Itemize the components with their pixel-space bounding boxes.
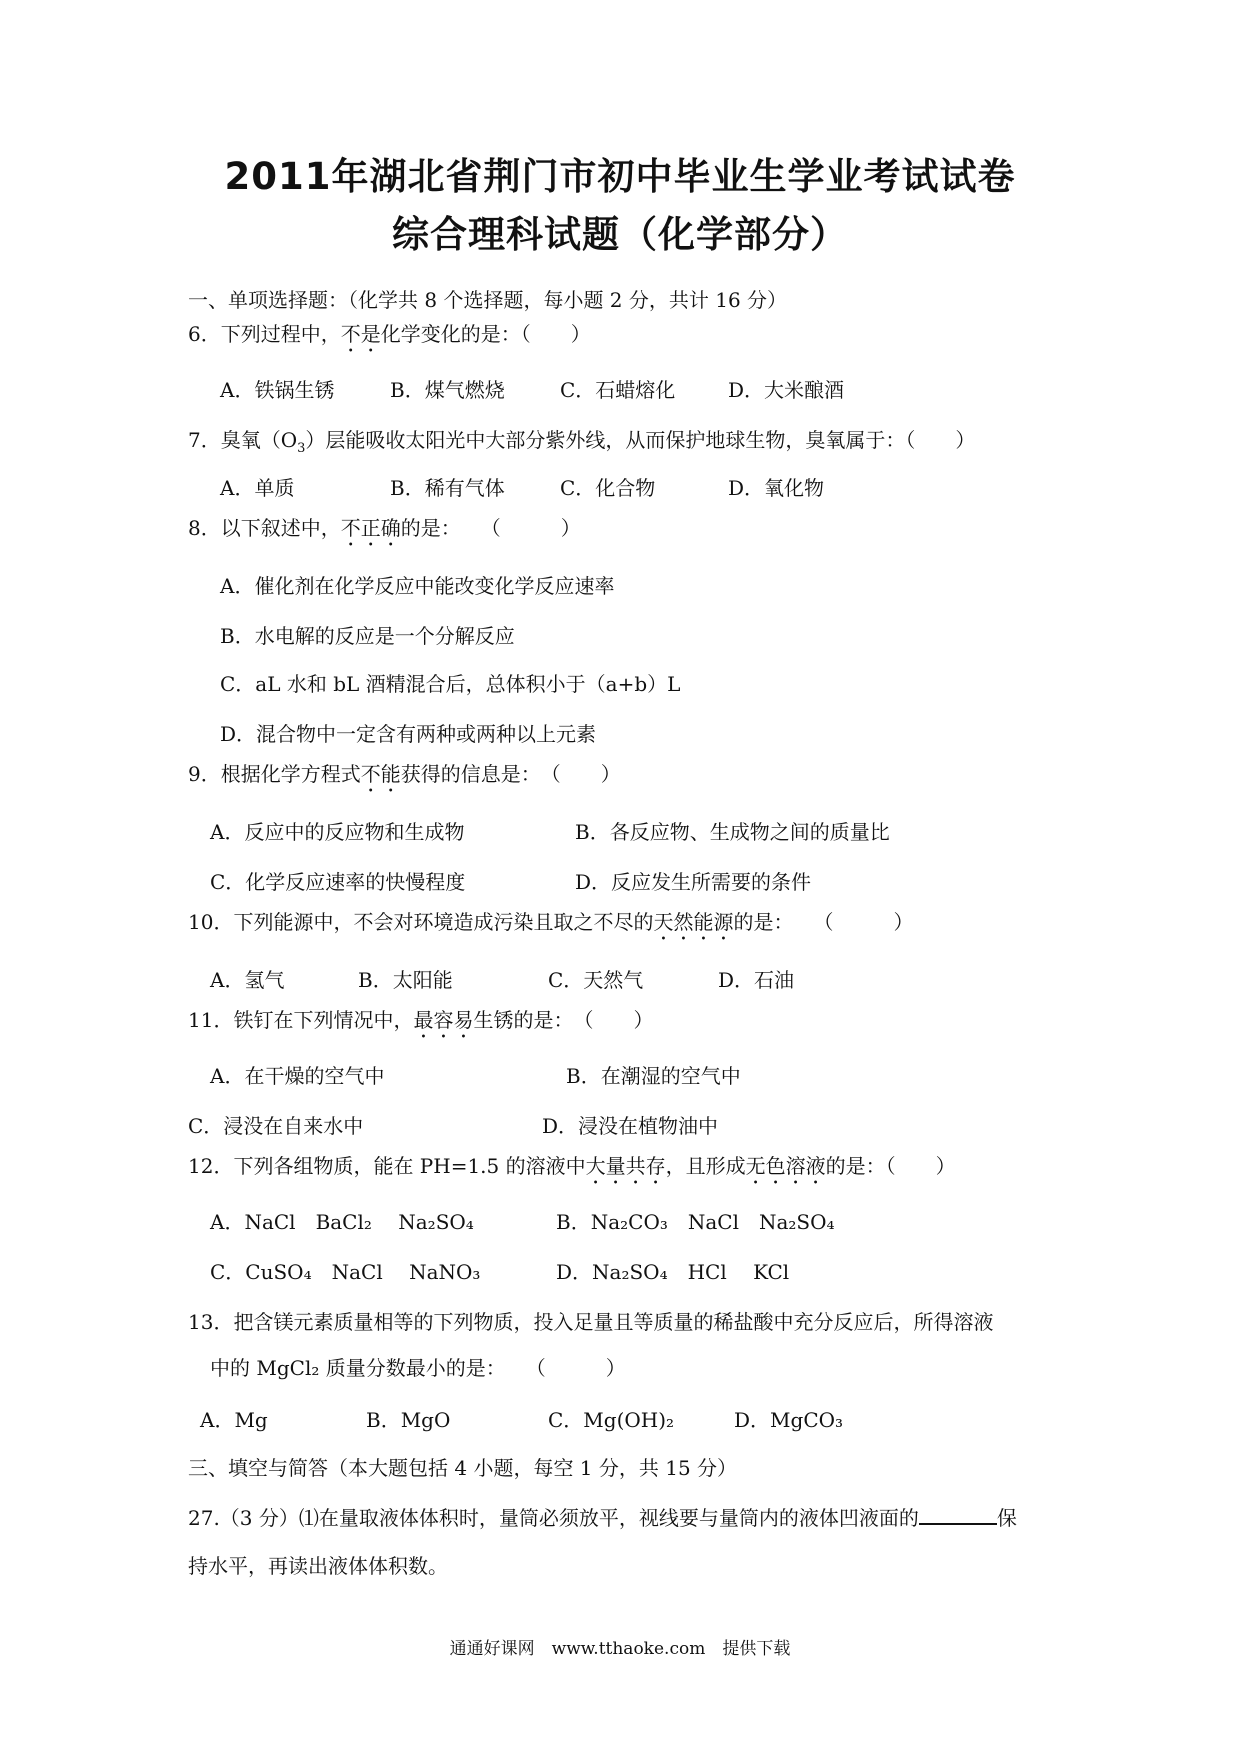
q10-text-post: 的是： （ ） [733, 910, 914, 934]
question-13-line-2: 中的 MgCl₂ 质量分数最小的是： （ ） [210, 1356, 626, 1380]
q6-text-pre: 6．下列过程中， [188, 322, 341, 346]
q7-text-post: ）层能吸收太阳光中大部分紫外线，从而保护地球生物，臭氧属于：（ ） [305, 428, 976, 452]
question-11 [188, 1004, 653, 1043]
q6-emphasis: 不是 [340, 322, 381, 346]
q11-text-pre: 11．铁钉在下列情况中， [188, 1008, 414, 1032]
q12-text-pre: 12．下列各组物质，能在 PH=1.5 的溶液中 [188, 1154, 586, 1178]
q12-emphasis-2: 无色溶液 [745, 1154, 826, 1178]
q9-text-post: 获得的信息是： （ ） [400, 762, 621, 786]
q9-option-c: C．化学反应速率的快慢程度 [210, 870, 466, 894]
q12-emphasis-1: 大量共存 [585, 1154, 666, 1178]
section1-heading: 一、单项选择题：（化学共 8 个选择题，每小题 2 分，共计 16 分） [188, 288, 788, 312]
q6-option-b: B．煤气燃烧 [390, 378, 505, 402]
q12-option-c: C．CuSO₄ NaCl NaNO₃ [210, 1260, 481, 1284]
question-7 [188, 424, 975, 456]
q9-text-pre: 9．根据化学方程式 [188, 762, 361, 786]
footer-watermark: 通通好课网 www.tthaoke.com 提供下载 [449, 1639, 791, 1659]
question-9 [188, 758, 621, 797]
q10-option-a: A．氢气 [210, 968, 285, 992]
q8-emphasis: 不正确 [340, 516, 401, 540]
q11-option-d: D．浸没在植物油中 [542, 1114, 719, 1138]
q9-option-a: A．反应中的反应物和生成物 [210, 820, 465, 844]
q10-option-c: C．天然气 [548, 968, 644, 992]
question-13-line-1: 13．把含镁元素质量相等的下列物质，投入足量且等质量的稀盐酸中充分反应后，所得溶液 [188, 1310, 994, 1334]
q8-option-a: A．催化剂在化学反应中能改变化学反应速率 [220, 574, 615, 598]
q13-option-c: C．Mg(OH)₂ [548, 1408, 675, 1432]
q6-text-post: 化学变化的是：（ ） [380, 322, 591, 346]
q11-option-b: B．在潮湿的空气中 [566, 1064, 741, 1088]
question-6 [188, 318, 591, 357]
q27-text-pre: 27.（3 分）⑴在量取液体体积时，量筒必须放平，视线要与量筒内的液体凹液面的 [188, 1506, 919, 1530]
q12-text-mid: ，且形成 [665, 1154, 746, 1178]
q27-text-post: 保 [996, 1506, 1017, 1530]
q7-text-pre: 7．臭氧（O [188, 428, 298, 452]
q9-emphasis: 不能 [360, 762, 401, 786]
section3-heading: 三、填空与简答（本大题包括 4 小题，每空 1 分，共 15 分） [188, 1456, 738, 1480]
q7-option-c: C．化合物 [560, 476, 656, 500]
q27-answer-blank[interactable] [919, 1505, 997, 1525]
q11-emphasis: 最容易 [413, 1008, 474, 1032]
q7-option-b: B．稀有气体 [390, 476, 505, 500]
q10-option-d: D．石油 [718, 968, 795, 992]
q13-option-d: D．MgCO₃ [734, 1408, 844, 1432]
question-10 [188, 906, 913, 945]
page-title: 2011年湖北省荆门市初中毕业生学业考试试卷 [224, 155, 1016, 198]
question-27 [188, 1502, 1017, 1531]
q8-text-post: 的是： （ ） [400, 516, 581, 540]
q8-text-pre: 8．以下叙述中， [188, 516, 341, 540]
q12-option-a: A．NaCl BaCl₂ Na₂SO₄ [210, 1210, 474, 1234]
q13-option-a: A．Mg [200, 1408, 268, 1432]
q8-option-b: B．水电解的反应是一个分解反应 [220, 624, 515, 648]
q8-option-d: D．混合物中一定含有两种或两种以上元素 [220, 722, 597, 746]
q9-option-d: D．反应发生所需要的条件 [575, 870, 812, 894]
q7-subscript: 3 [297, 441, 306, 456]
q6-option-a: A．铁锅生锈 [220, 378, 335, 402]
q6-option-c: C．石蜡熔化 [560, 378, 676, 402]
q6-option-d: D．大米酿酒 [728, 378, 845, 402]
question-12 [188, 1150, 956, 1189]
question-27-line-2: 持水平，再读出液体体积数。 [188, 1554, 448, 1578]
q12-option-d: D．Na₂SO₄ HCl KCl [556, 1260, 790, 1284]
q7-option-a: A．单质 [220, 476, 295, 500]
q12-option-b: B．Na₂CO₃ NaCl Na₂SO₄ [556, 1210, 835, 1234]
q8-option-c: C．aL 水和 bL 酒精混合后，总体积小于（a+b）L [220, 672, 681, 696]
q12-text-post: 的是：（ ） [825, 1154, 956, 1178]
q11-option-a: A．在干燥的空气中 [210, 1064, 385, 1088]
q10-emphasis: 天然能源 [653, 910, 734, 934]
q9-option-b: B．各反应物、生成物之间的质量比 [575, 820, 890, 844]
q13-option-b: B．MgO [366, 1408, 451, 1432]
q11-text-post: 生锈的是： （ ） [473, 1008, 654, 1032]
question-8 [188, 512, 581, 551]
q7-option-d: D．氧化物 [728, 476, 825, 500]
q10-option-b: B．太阳能 [358, 968, 453, 992]
q11-option-c: C．浸没在自来水中 [188, 1114, 364, 1138]
q10-text-pre: 10．下列能源中，不会对环境造成污染且取之不尽的 [188, 910, 654, 934]
page-subtitle: 综合理科试题（化学部分） [392, 213, 848, 256]
